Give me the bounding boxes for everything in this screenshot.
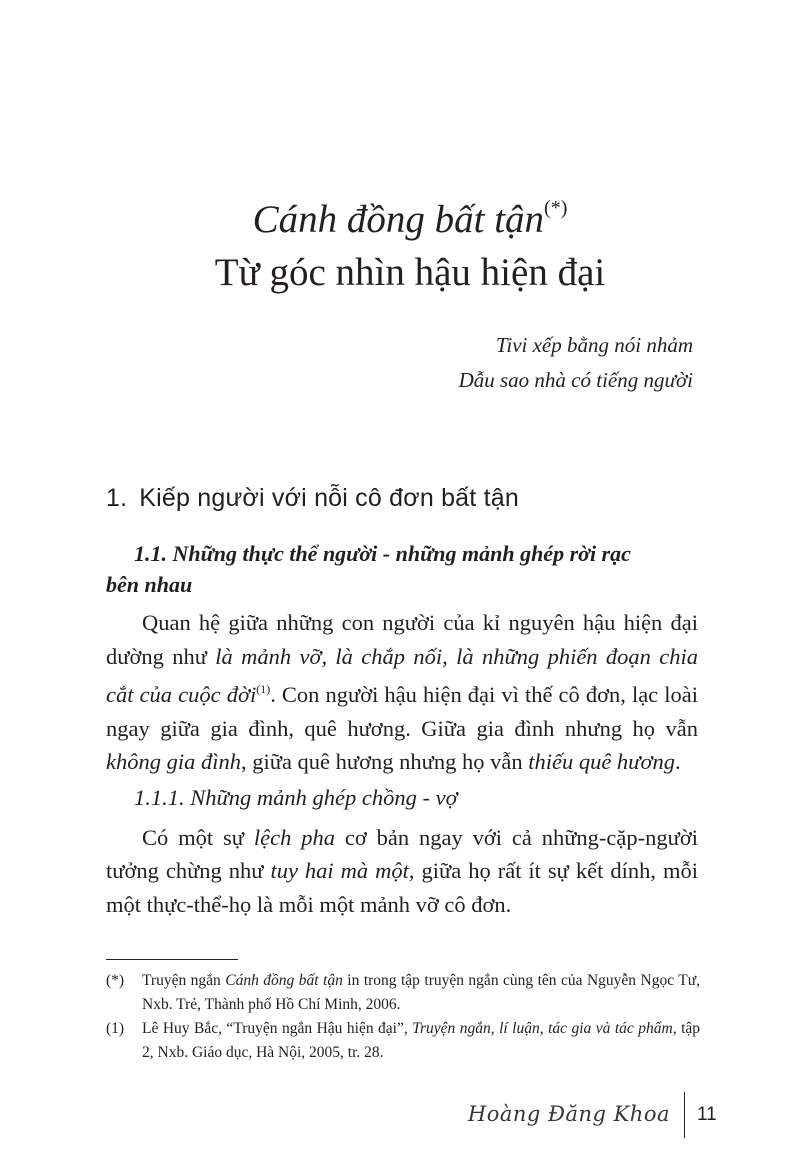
- footnote-star: [106, 969, 700, 1017]
- body-text: [106, 538, 698, 921]
- section-title: Kiếp người với nỗi cô đơn bất tận: [139, 484, 519, 512]
- subsection-heading-1-1: 1.1. Những thực thể người - những mảnh ghép rời rạc bên nhau: [106, 541, 631, 597]
- footer-divider: [684, 1092, 685, 1138]
- epigraph-line-2: Dẫu sao nhà có tiếng người: [458, 368, 693, 392]
- chapter-title: [100, 196, 720, 297]
- paragraph-1: Quan hệ giữa những con người của kỉ nguyên hậu hiện đại dường như là mảnh vỡ, là chắp nối, là những phiến đoạn chia cắt của cuộc đời$^{(1)}$. Con người hậu hiện đại vì thế cô đơn, lạc loài ngay giữa gia đình, quê hương. Giữa gia đình nhưng họ vẫn không gia đình, giữa quê hương nhưng họ vẫn thiếu quê hương.: [106, 610, 698, 775]
- title-footnote-mark: (*): [544, 197, 568, 219]
- epigraph-line-1: Tivi xếp bằng nói nhảm: [495, 333, 693, 357]
- section-heading: [106, 484, 519, 513]
- footnote-text: Lê Huy Bắc, “Truyện ngắn Hậu hiện đại”, Truyện ngắn, lí luận, tác gia và tác phẩm, tập 2, Nxb. Giáo dục, Hà Nội, 2005, tr. 28.: [142, 1020, 701, 1061]
- footnote-mark: (1): [106, 1020, 125, 1037]
- chapter-title-line2: Từ góc nhìn hậu hiện đại: [214, 250, 606, 294]
- page-number: 11: [697, 1104, 717, 1125]
- epigraph: [459, 328, 693, 398]
- footnote-divider: [106, 959, 238, 960]
- footnote-mark: (*): [106, 972, 125, 989]
- footnote-1: [106, 1017, 700, 1065]
- footnote-text: Truyện ngắn Cánh đồng bất tận in trong tập truyện ngắn cùng tên của Nguyễn Ngọc Tư, Nxb. Trẻ, Thành phố Hồ Chí Minh, 2006.: [142, 972, 700, 1013]
- footnote-ref-1: (1): [256, 682, 271, 697]
- footer-author-signature: Hoàng Đăng Khoa: [467, 1102, 670, 1126]
- footnotes: [106, 969, 700, 1065]
- section-number: 1.: [106, 484, 128, 512]
- paragraph-2: Có một sự lệch pha cơ bản ngay với cả những-cặp-người tưởng chừng như tuy hai mà một, giữa họ rất ít sự kết dính, mỗi một thực-thể-họ là mỗi một mảnh vỡ cô đơn.: [106, 824, 698, 917]
- chapter-title-line1: Cánh đồng bất tận(*): [252, 197, 568, 241]
- subsection-heading-1-1-1: 1.1.1. Những mảnh ghép chồng - vợ: [134, 784, 458, 810]
